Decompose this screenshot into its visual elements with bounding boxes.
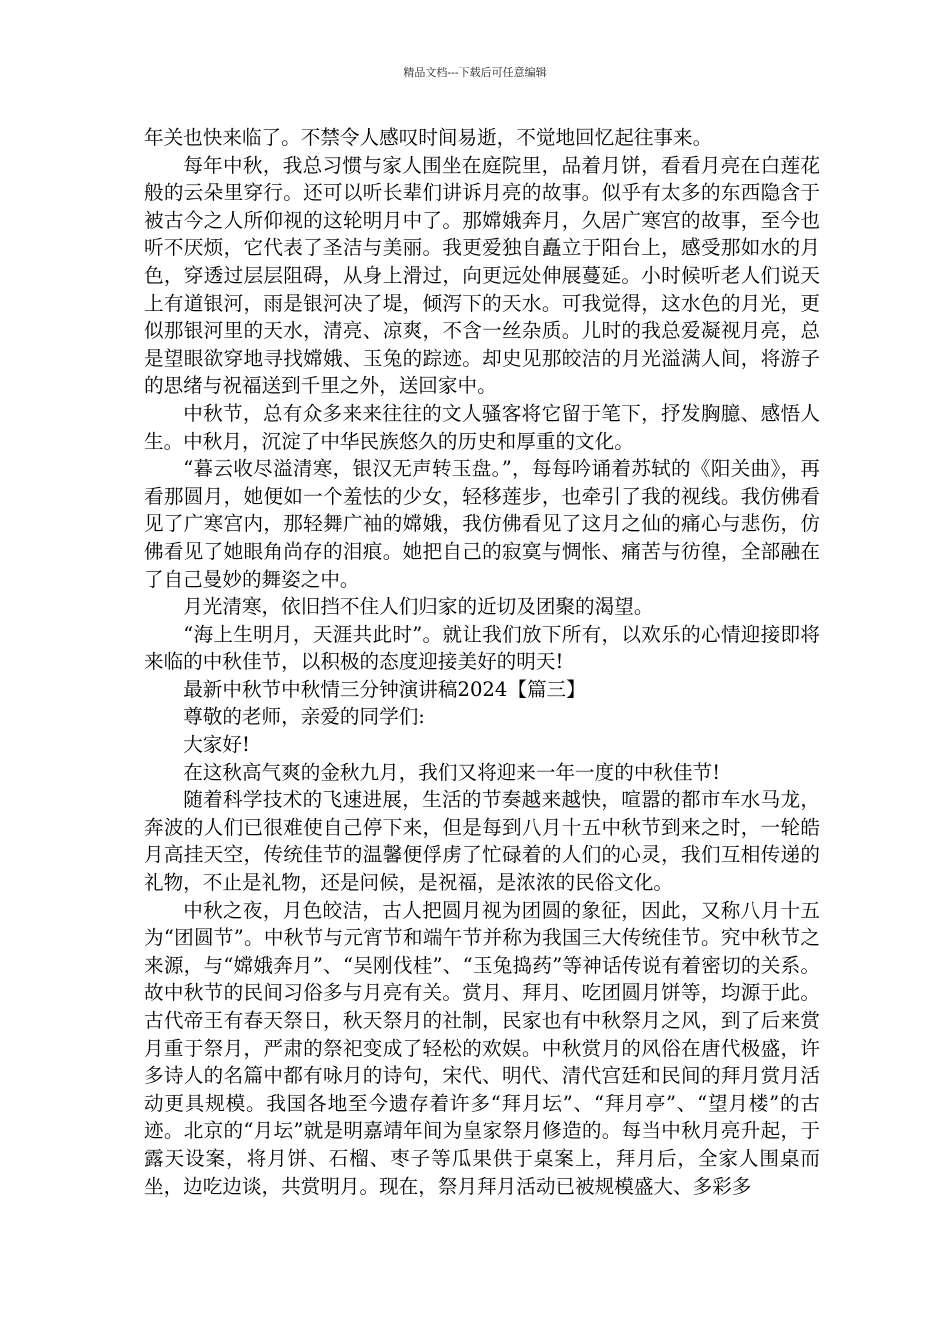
paragraph-11: 随着科学技术的飞速进展，生活的节奏越来越快，喧嚣的都市车水马龙，奔波的人们已很难使自己停下来，但是每到八月十五中秋节到来之时，一轮皓月高挂天空，传统佳节的温馨便俘虏了忙碌着的人们的心灵，我们互相传递的礼物，不止是礼物，还是问候，是祝福，是浓浓的民俗文化。 [144,788,820,895]
paragraph-2: 每年中秋，我总习惯与家人围坐在庭院里，品着月饼，看看月亮在白莲花般的云朵里穿行。还可以听长辈们讲诉月亮的故事。似乎有太多的东西隐含于被古今之人所仰视的这轮明月中了。那嫦娥奔月，久居广寒宫的故事，至今也听不厌烦，它代表了圣洁与美丽。我更爱独自矗立于阳台上，感受那如水的月色，穿透过层层阻碍，从身上滑过，向更远处伸展蔓延。小时候听老人们说天上有道银河，雨是银河决了堤，倾泻下的天水。可我觉得，这水色的月光，更似那银河里的天水，清亮、凉爽，不含一丝杂质。儿时的我总爱凝视月亮，总是望眼欲穿地寻找嫦娥、玉兔的踪迹。却史见那皎洁的月光溢满人间，将游子的思绪与祝福送到千里之外，送回家中。 [144,153,820,398]
paragraph-10: 在这秋高气爽的金秋九月，我们又将迎来一年一度的中秋佳节! [183,760,721,784]
section-title: 最新中秋节中秋情三分钟演讲稿2024【篇三】 [183,677,586,701]
paragraph-5: 月光清寒，依旧挡不住人们归家的近切及团聚的渴望。 [183,595,654,619]
salutation: 尊敬的老师，亲爱的同学们: [183,705,425,729]
document-body [144,124,820,1200]
page-header: 精品文档---下载后可任意编辑 [403,66,547,79]
paragraph-4: “暮云收尽溢清寒，银汉无声转玉盘。”，每每吟诵着苏轼的《阳关曲》，再看那圆月，她便如一个羞怯的少女，轻移莲步，也牵引了我的视线。我仿佛看见了广寒宫内，那轻舞广袖的嫦娥，我仿佛看见了这月之仙的痛心与悲伤，仿佛看见了她眼角尚存的泪痕。她把自己的寂寞与惆怅、痛苦与彷徨，全部融在了自己曼妙的舞姿之中。 [144,457,820,591]
greeting: 大家好! [183,733,250,757]
paragraph-12: 中秋之夜，月色皎洁，古人把圆月视为团圆的象征，因此，又称八月十五为“团圆节”。中秋节与元宵节和端午节并称为我国三大传统佳节。究中秋节之来源，与“嫦娥奔月”、“吴刚伐桂”、“玉兔捣药”等神话传说有着密切的关系。故中秋节的民间习俗多与月亮有关。赏月、拜月、吃团圆月饼等，均源于此。古代帝王有春天祭日，秋天祭月的社制，民家也有中秋祭月之风，到了后来赏月重于祭月，严肃的祭祀变成了轻松的欢娱。中秋赏月的风俗在唐代极盛，许多诗人的名篇中都有咏月的诗句，宋代、明代、清代宫廷和民间的拜月赏月活动更具规模。我国各地至今遗存着许多“拜月坛”、“拜月亭”、“望月楼”的古迹。北京的“月坛”就是明嘉靖年间为皇家祭月修造的。每当中秋月亮升起，于露天设案，将月饼、石榴、枣子等瓜果供于桌案上，拜月后，全家人围桌而坐，边吃边谈，共赏明月。现在，祭月拜月活动已被规模盛大、多彩多 [144,898,820,1198]
paragraph-1: 年关也快来临了。不禁令人感叹时间易逝，不觉地回忆起往事来。 [144,126,713,149]
paragraph-3: 中秋节，总有众多来来往往的文人骚客将它留于笔下，抒发胸臆、感悟人生。中秋月，沉淀了中华民族悠久的历史和厚重的文化。 [144,401,820,453]
paragraph-6: “海上生明月，天涯共此时”。就让我们放下所有，以欢乐的心情迎接即将来临的中秋佳节，以积极的态度迎接美好的明天! [144,622,820,674]
